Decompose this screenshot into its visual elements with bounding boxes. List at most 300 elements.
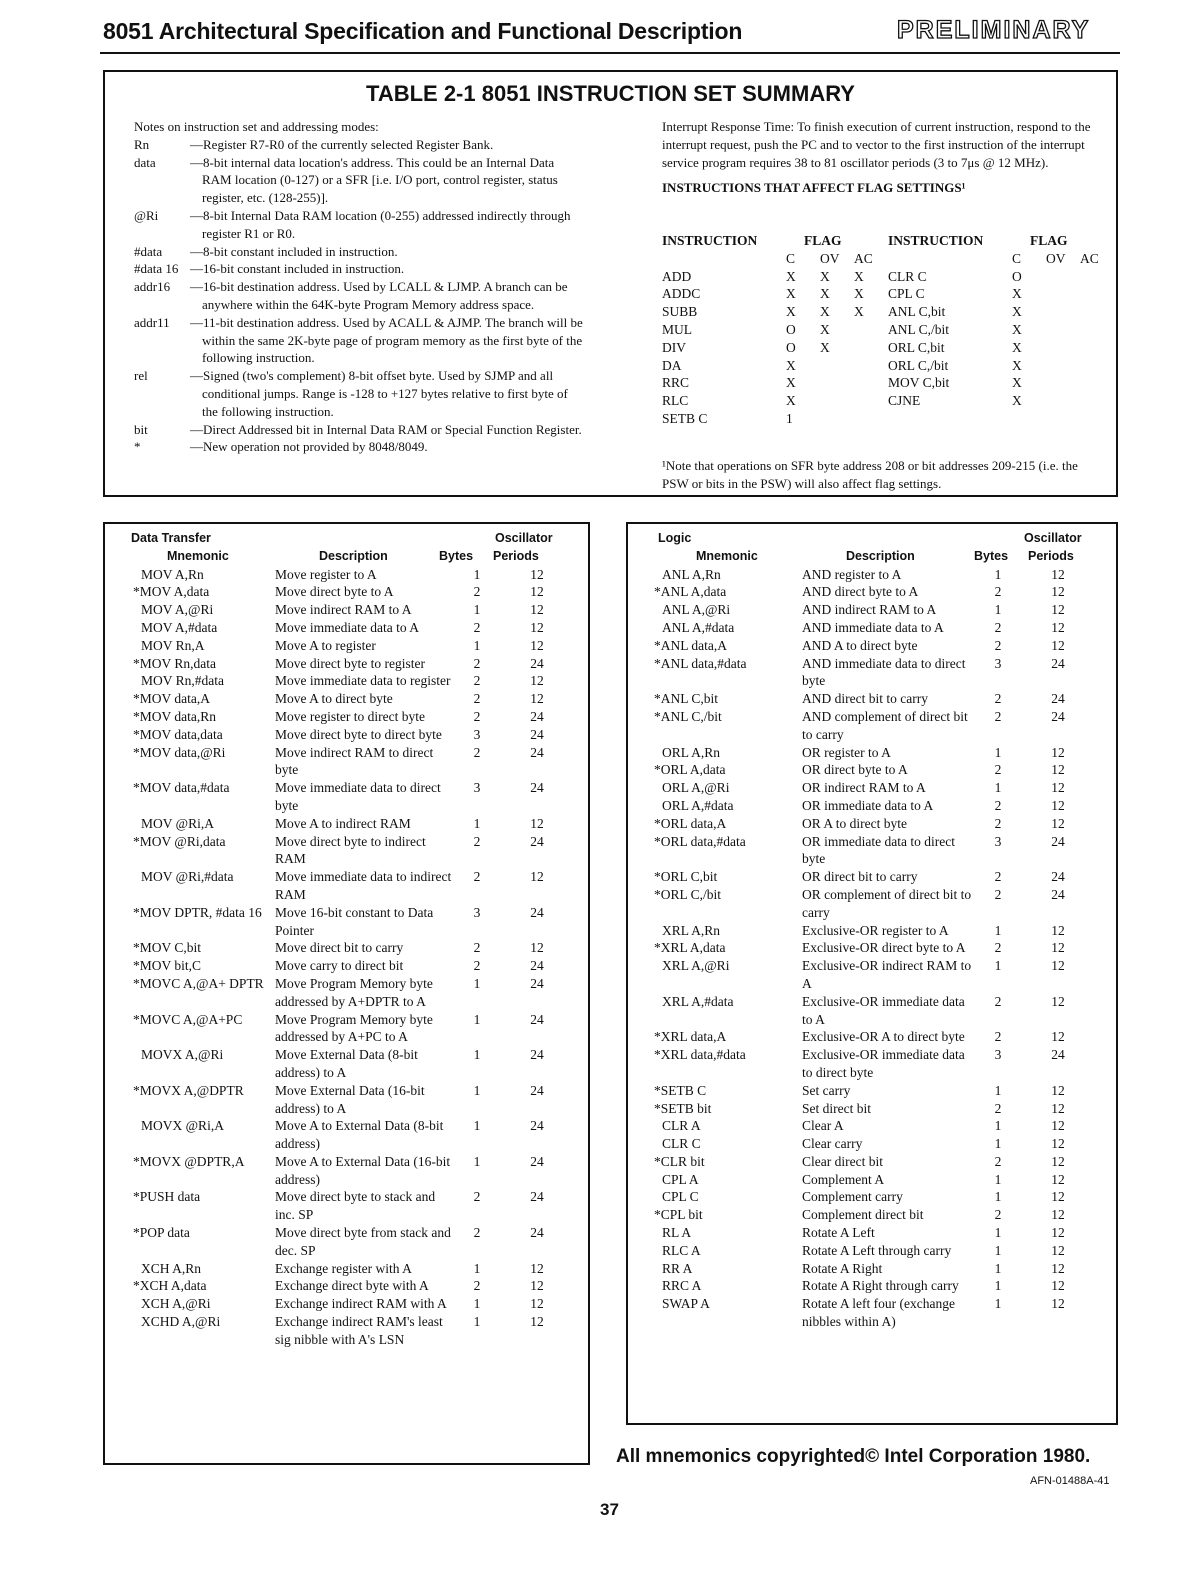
flags-heading: INSTRUCTIONS THAT AFFECT FLAG SETTINGS¹ <box>662 180 966 196</box>
description-cell: Move direct bit to carry <box>275 940 404 956</box>
notes-list <box>134 136 584 456</box>
bytes-cell: 1 <box>473 566 481 582</box>
periods-cell: 12 <box>530 566 544 582</box>
bytes-cell: 2 <box>994 886 1002 902</box>
data-transfer-grid <box>105 530 588 1349</box>
periods-cell: 24 <box>1051 708 1065 724</box>
flag-instruction: MUL <box>662 321 692 337</box>
mnemonic-cell: *ANL C,/bit <box>654 708 722 724</box>
bytes-cell: 3 <box>994 1047 1002 1063</box>
description-cell: Rotate A Right <box>802 1260 883 1276</box>
table-row <box>628 1188 1116 1206</box>
bytes-cell: 2 <box>994 619 1002 635</box>
bytes-cell: 2 <box>473 619 481 635</box>
description-cell: Set carry <box>802 1082 851 1098</box>
mnemonic-cell: XCHD A,@Ri <box>141 1314 221 1330</box>
bytes-cell: 2 <box>994 1153 1002 1169</box>
flag-row <box>662 285 1114 303</box>
bytes-cell: 1 <box>473 1314 481 1330</box>
bytes-cell: 1 <box>994 1082 1002 1098</box>
note-desc: —Signed (two's complement) 8-bit offset byte. Used by SJMP and all conditional jumps. Range is -128 to +127 bytes relative to first byte of the following instruction. <box>190 368 568 419</box>
periods-cell: 24 <box>530 744 544 760</box>
lg-description-header: Description <box>846 548 915 563</box>
note-term: #data <box>134 243 163 259</box>
periods-cell: 24 <box>530 780 544 796</box>
periods-cell: 12 <box>1051 1296 1065 1312</box>
periods-cell: 24 <box>530 1189 544 1205</box>
flag-col-instruction: INSTRUCTION <box>662 233 758 248</box>
bytes-cell: 2 <box>473 833 481 849</box>
description-cell: Clear direct bit <box>802 1153 883 1169</box>
periods-cell: 12 <box>1051 637 1065 653</box>
dt-rows <box>105 566 588 1349</box>
table-row <box>628 655 1116 691</box>
periods-cell: 12 <box>1051 1225 1065 1241</box>
description-cell: Move register to direct byte <box>275 708 425 724</box>
flag-ac <box>854 410 888 428</box>
table-row <box>628 922 1116 940</box>
description-cell: Exclusive-OR register to A <box>802 922 949 938</box>
periods-cell: 12 <box>530 637 544 653</box>
interrupt-response-text: Interrupt Response Time: To finish execution of current instruction, respond to the interrupt request, push the PC and to vector to the first instruction of the interrupt service program requires 38 to 81 oscillator periods (3 to 7μs @ 12 MHz). <box>662 119 1091 170</box>
description-cell: OR indirect RAM to A <box>802 780 926 796</box>
flag-ac: X <box>854 286 864 302</box>
table-row <box>628 1171 1116 1189</box>
periods-cell: 12 <box>1051 602 1065 618</box>
periods-cell: 24 <box>530 726 544 742</box>
bytes-cell: 1 <box>473 1260 481 1276</box>
note-term: Rn <box>134 136 150 152</box>
mnemonic-cell: *MOV data,#data <box>133 780 230 796</box>
lg-periods-header: Periods <box>1028 548 1074 563</box>
flag-ac <box>854 357 888 375</box>
description-cell: Move immediate data to A <box>275 619 419 635</box>
bytes-cell: 2 <box>473 673 481 689</box>
description-cell: Complement carry <box>802 1189 903 1205</box>
periods-cell: 12 <box>1051 762 1065 778</box>
periods-cell: 24 <box>1051 1047 1065 1063</box>
flag-instruction: CLR C <box>888 268 927 284</box>
table-row <box>628 708 1116 744</box>
bytes-cell: 1 <box>994 744 1002 760</box>
flag-sub-c: C <box>786 250 796 266</box>
description-cell: Move direct byte from stack and dec. SP <box>275 1225 451 1258</box>
description-cell: AND immediate data to direct byte <box>802 655 966 689</box>
flag-ac <box>854 339 888 357</box>
bytes-cell: 1 <box>994 1242 1002 1258</box>
bytes-cell: 2 <box>994 993 1002 1009</box>
table-row <box>105 1313 588 1349</box>
periods-cell: 12 <box>1051 1189 1065 1205</box>
periods-cell: 12 <box>530 1278 544 1294</box>
bytes-cell: 2 <box>994 1100 1002 1116</box>
periods-cell: 12 <box>1051 1260 1065 1276</box>
note-row <box>134 278 584 314</box>
bytes-cell: 1 <box>994 1136 1002 1152</box>
mnemonic-cell: MOVX @Ri,A <box>141 1118 224 1134</box>
flag-ov <box>820 410 854 428</box>
mnemonic-cell: *ORL data,#data <box>654 833 746 849</box>
mnemonic-cell: *MOV data,@Ri <box>133 744 226 760</box>
note-term: addr16 <box>134 279 171 295</box>
note-desc: —Register R7-R0 of the currently selected Register Bank. <box>190 136 494 152</box>
mnemonic-cell: *XRL data,A <box>654 1029 727 1045</box>
bytes-cell: 1 <box>994 1278 1002 1294</box>
mnemonic-cell: *ORL C,/bit <box>654 886 722 902</box>
flag-sub-ov-2: OV <box>1046 250 1066 266</box>
periods-cell: 12 <box>1051 1242 1065 1258</box>
mnemonic-cell: XCH A,Rn <box>141 1260 202 1276</box>
logic-grid <box>628 530 1116 1331</box>
bytes-cell: 3 <box>473 904 481 920</box>
flag-row <box>662 374 1114 392</box>
mnemonic-cell: *XRL A,data <box>654 940 726 956</box>
table-title: TABLE 2-1 8051 INSTRUCTION SET SUMMARY <box>366 81 855 106</box>
table-row <box>628 1277 1116 1295</box>
bytes-cell: 2 <box>473 584 481 600</box>
table-row <box>628 1082 1116 1100</box>
document-code: AFN-01488A-41 <box>1030 1475 1110 1487</box>
description-cell: Set direct bit <box>802 1100 871 1116</box>
flag-instruction: ORL C,/bit <box>888 357 949 373</box>
table-row <box>105 708 588 726</box>
table-row <box>628 833 1116 869</box>
bytes-cell: 2 <box>473 1278 481 1294</box>
flag-rows <box>662 268 1114 428</box>
note-row <box>134 438 584 456</box>
mnemonic-cell: *SETB C <box>654 1082 707 1098</box>
flag-ov: X <box>820 321 830 337</box>
table-row <box>105 690 588 708</box>
flag-c: X <box>1012 375 1022 391</box>
bytes-cell: 2 <box>473 940 481 956</box>
mnemonic-cell: *MOV DPTR, #data 16 <box>133 904 262 920</box>
logic-table <box>626 522 1118 1425</box>
periods-cell: 24 <box>530 1082 544 1098</box>
bytes-cell: 1 <box>994 780 1002 796</box>
mnemonic-cell: *ORL A,data <box>654 762 726 778</box>
mnemonic-cell: *MOVX @DPTR,A <box>133 1153 245 1169</box>
mnemonic-cell: *CLR bit <box>654 1153 705 1169</box>
table-row <box>105 1260 588 1278</box>
table-row <box>105 1153 588 1189</box>
table-row <box>628 797 1116 815</box>
periods-cell: 24 <box>530 1118 544 1134</box>
mnemonic-cell: ORL A,@Ri <box>662 780 730 796</box>
mnemonic-cell: *MOV data,data <box>133 726 223 742</box>
mnemonic-cell: *MOVC A,@A+ DPTR <box>133 975 264 991</box>
flag-row <box>662 392 1114 410</box>
table-row <box>105 726 588 744</box>
bytes-cell: 1 <box>473 1011 481 1027</box>
mnemonic-cell: MOV @Ri,A <box>141 815 214 831</box>
note-desc: —New operation not provided by 8048/8049. <box>190 439 428 455</box>
periods-cell: 12 <box>530 1296 544 1312</box>
description-cell: AND A to direct byte <box>802 637 918 653</box>
flag-sub-ac: AC <box>854 250 873 266</box>
description-cell: AND direct byte to A <box>802 584 919 600</box>
note-desc: —16-bit constant included in instruction. <box>190 261 405 277</box>
interrupt-notes <box>662 118 1102 197</box>
periods-cell: 24 <box>530 1047 544 1063</box>
flag-ov: X <box>820 304 830 320</box>
bytes-cell: 2 <box>994 584 1002 600</box>
table-row <box>105 975 588 1011</box>
bytes-cell: 2 <box>473 744 481 760</box>
page-title: 8051 Architectural Specification and Functional Description <box>103 18 743 44</box>
table-row <box>105 1011 588 1047</box>
description-cell: Move direct byte to indirect RAM <box>275 833 426 867</box>
description-cell: Move immediate data to direct byte <box>275 780 441 813</box>
table-row <box>628 1046 1116 1082</box>
bytes-cell: 2 <box>994 691 1002 707</box>
mnemonic-cell: *ANL A,data <box>654 584 727 600</box>
mnemonic-cell: RRC A <box>662 1278 702 1294</box>
flag-ac: X <box>854 268 864 284</box>
periods-cell: 12 <box>1051 1207 1065 1223</box>
note-term: * <box>134 439 141 455</box>
note-desc: —8-bit internal data location's address. This could be an Internal Data RAM location (0-127) or a SFR [i.e. I/O port, control register, status register, etc. (128-255)]. <box>190 154 558 206</box>
mnemonic-cell: *MOVX A,@DPTR <box>133 1082 244 1098</box>
periods-cell: 12 <box>530 602 544 618</box>
mnemonic-cell: ORL A,#data <box>662 797 734 813</box>
bytes-cell: 1 <box>994 1225 1002 1241</box>
table-row <box>628 1242 1116 1260</box>
table-row <box>628 957 1116 993</box>
periods-cell: 12 <box>1051 922 1065 938</box>
table-row <box>105 672 588 690</box>
table-row <box>628 1135 1116 1153</box>
bytes-cell: 2 <box>994 708 1002 724</box>
periods-cell: 24 <box>1051 833 1065 849</box>
description-cell: Rotate A Left <box>802 1225 875 1241</box>
mnemonic-cell: ANL A,#data <box>662 619 735 635</box>
flag-row <box>662 410 1114 428</box>
description-cell: OR complement of direct bit to carry <box>802 886 972 920</box>
dt-periods-header: Periods <box>493 548 539 563</box>
periods-cell: 24 <box>530 975 544 991</box>
description-cell: Move indirect RAM to A <box>275 602 412 618</box>
description-cell: Move External Data (16-bit address) to A <box>275 1082 425 1116</box>
mnemonic-cell: *MOV A,data <box>133 584 210 600</box>
bytes-cell: 1 <box>473 1047 481 1063</box>
description-cell: Move A to External Data (8-bit address) <box>275 1118 444 1152</box>
table-row <box>628 1100 1116 1118</box>
table-row <box>628 761 1116 779</box>
mnemonic-cell: MOV Rn,#data <box>141 673 224 689</box>
mnemonic-cell: CPL A <box>662 1171 699 1187</box>
copyright-notice: All mnemonics copyrighted© Intel Corporation 1980. <box>616 1446 1091 1467</box>
note-term: bit <box>134 421 148 437</box>
bytes-cell: 1 <box>994 1171 1002 1187</box>
periods-cell: 12 <box>1051 1153 1065 1169</box>
description-cell: Clear carry <box>802 1136 863 1152</box>
description-cell: Exclusive-OR direct byte to A <box>802 940 966 956</box>
mnemonic-cell: *MOVC A,@A+PC <box>133 1011 243 1027</box>
flag-table <box>662 232 1114 428</box>
periods-cell: 12 <box>530 869 544 885</box>
flag-footnote: ¹Note that operations on SFR byte address 208 or bit addresses 209-215 (i.e. the PSW or bits in the PSW) will also affect flag settings. <box>662 458 1078 491</box>
flag-instruction: ANL C,/bit <box>888 321 950 337</box>
table-row <box>105 779 588 815</box>
table-row <box>105 566 588 584</box>
bytes-cell: 1 <box>473 1153 481 1169</box>
periods-cell: 12 <box>1051 584 1065 600</box>
table-row <box>105 957 588 975</box>
mnemonic-cell: *CPL bit <box>654 1207 703 1223</box>
description-cell: OR immediate data to A <box>802 797 934 813</box>
table-row <box>105 655 588 673</box>
table-row <box>628 868 1116 886</box>
page-number: 37 <box>600 1500 619 1519</box>
mnemonic-cell: *ANL C,bit <box>654 691 718 707</box>
description-cell: Rotate A Right through carry <box>802 1278 959 1294</box>
bytes-cell: 3 <box>994 833 1002 849</box>
bytes-cell: 2 <box>473 708 481 724</box>
flag-ov: X <box>820 268 830 284</box>
periods-cell: 12 <box>1051 815 1065 831</box>
note-row <box>134 207 584 243</box>
bytes-cell: 3 <box>994 655 1002 671</box>
description-cell: Move A to indirect RAM <box>275 815 411 831</box>
note-desc: —Direct Addressed bit in Internal Data RAM or Special Function Register. <box>190 421 582 437</box>
description-cell: Move A to External Data (16-bit address) <box>275 1153 451 1187</box>
notes-intro: Notes on instruction set and addressing modes: <box>134 119 379 134</box>
bytes-cell: 2 <box>473 691 481 707</box>
flag-row <box>662 321 1114 339</box>
periods-cell: 12 <box>1051 1100 1065 1116</box>
flag-row <box>662 303 1114 321</box>
bytes-cell: 3 <box>473 780 481 796</box>
bytes-cell: 2 <box>994 1207 1002 1223</box>
mnemonic-cell: MOV Rn,A <box>141 637 205 653</box>
bytes-cell: 1 <box>473 1082 481 1098</box>
bytes-cell: 1 <box>473 975 481 991</box>
flag-c: 1 <box>786 410 793 426</box>
flag-c: O <box>786 321 796 337</box>
table-row <box>105 904 588 940</box>
periods-cell: 24 <box>530 833 544 849</box>
description-cell: OR register to A <box>802 744 891 760</box>
description-cell: Move Program Memory byte addressed by A+PC to A <box>275 1011 433 1045</box>
description-cell: Move A to direct byte <box>275 691 393 707</box>
bytes-cell: 1 <box>473 602 481 618</box>
flag-c: O <box>1012 268 1022 284</box>
bytes-cell: 2 <box>994 815 1002 831</box>
table-row <box>628 744 1116 762</box>
flag-instruction: RRC <box>662 375 690 391</box>
description-cell: OR immediate data to direct byte <box>802 833 955 867</box>
bytes-cell: 1 <box>994 1260 1002 1276</box>
header-rule <box>100 52 1120 54</box>
description-cell: Move immediate data to register <box>275 673 451 689</box>
bytes-cell: 2 <box>473 958 481 974</box>
periods-cell: 12 <box>530 1314 544 1330</box>
mnemonic-cell: MOV A,#data <box>141 619 218 635</box>
periods-cell: 12 <box>530 940 544 956</box>
bytes-cell: 1 <box>994 1296 1002 1312</box>
bytes-cell: 2 <box>473 655 481 671</box>
mnemonic-cell: ANL A,@Ri <box>662 602 731 618</box>
flag-row <box>662 357 1114 375</box>
flag-instruction: DIV <box>662 339 686 355</box>
note-term: addr11 <box>134 314 170 330</box>
flag-instruction: ORL C,bit <box>888 339 945 355</box>
periods-cell: 12 <box>530 691 544 707</box>
mnemonic-cell: *PUSH data <box>133 1189 201 1205</box>
mnemonic-cell: MOVX A,@Ri <box>141 1047 224 1063</box>
mnemonic-cell: XRL A,#data <box>662 993 734 1009</box>
lg-rows <box>628 566 1116 1331</box>
flag-instruction: RLC <box>662 393 689 409</box>
note-term: rel <box>134 368 148 384</box>
flag-ov <box>820 357 854 375</box>
flag-c: X <box>786 268 796 284</box>
description-cell: Rotate A Left through carry <box>802 1242 952 1258</box>
description-cell: Clear A <box>802 1118 844 1134</box>
bytes-cell: 1 <box>994 602 1002 618</box>
description-cell: Move direct byte to stack and inc. SP <box>275 1189 436 1223</box>
mnemonic-cell: ANL A,Rn <box>662 566 721 582</box>
table-row <box>105 744 588 780</box>
mnemonic-cell: CLR C <box>662 1136 701 1152</box>
bytes-cell: 2 <box>994 940 1002 956</box>
flag-sub-c-2: C <box>1012 250 1022 266</box>
table-row <box>628 1295 1116 1331</box>
flag-ac <box>854 374 888 392</box>
description-cell: Exchange register with A <box>275 1260 412 1276</box>
bytes-cell: 2 <box>994 637 1002 653</box>
description-cell: Complement A <box>802 1171 885 1187</box>
table-row <box>105 1277 588 1295</box>
table-row <box>105 619 588 637</box>
table-row <box>105 583 588 601</box>
periods-cell: 24 <box>1051 886 1065 902</box>
table-row <box>105 868 588 904</box>
note-desc: —11-bit destination address. Used by ACALL & AJMP. The branch will be within the same 2K-byte page of program memory as the first byte of the following instruction. <box>190 314 583 366</box>
description-cell: Move 16-bit constant to Data Pointer <box>275 904 434 938</box>
flag-instruction: SETB C <box>662 410 708 426</box>
table-row <box>628 619 1116 637</box>
mnemonic-cell: RL A <box>662 1225 692 1241</box>
periods-cell: 24 <box>530 655 544 671</box>
description-cell: Move immediate data to indirect RAM <box>275 869 452 902</box>
periods-cell: 12 <box>1051 780 1065 796</box>
mnemonic-cell: *SETB bit <box>654 1100 712 1116</box>
flag-instruction: MOV C,bit <box>888 375 950 391</box>
mnemonic-cell: CLR A <box>662 1118 701 1134</box>
flag-instruction: CPL C <box>888 286 925 302</box>
table-row <box>105 1082 588 1118</box>
flag-c: X <box>786 393 796 409</box>
flag-instruction: SUBB <box>662 304 698 320</box>
flag-col-instruction-2: INSTRUCTION <box>888 233 984 248</box>
note-row <box>134 260 584 278</box>
bytes-cell: 1 <box>994 1118 1002 1134</box>
note-row <box>134 421 584 439</box>
bytes-cell: 2 <box>994 797 1002 813</box>
dt-bytes-header: Bytes <box>439 548 474 563</box>
bytes-cell: 1 <box>994 566 1002 582</box>
description-cell: Move External Data (8-bit address) to A <box>275 1047 418 1080</box>
mnemonic-cell: *ANL data,A <box>654 637 727 653</box>
periods-cell: 12 <box>1051 958 1065 974</box>
bytes-cell: 1 <box>473 1118 481 1134</box>
mnemonic-cell: XCH A,@Ri <box>141 1296 211 1312</box>
description-cell: OR direct bit to carry <box>802 869 918 885</box>
table-row <box>628 993 1116 1029</box>
periods-cell: 12 <box>1051 1171 1065 1187</box>
